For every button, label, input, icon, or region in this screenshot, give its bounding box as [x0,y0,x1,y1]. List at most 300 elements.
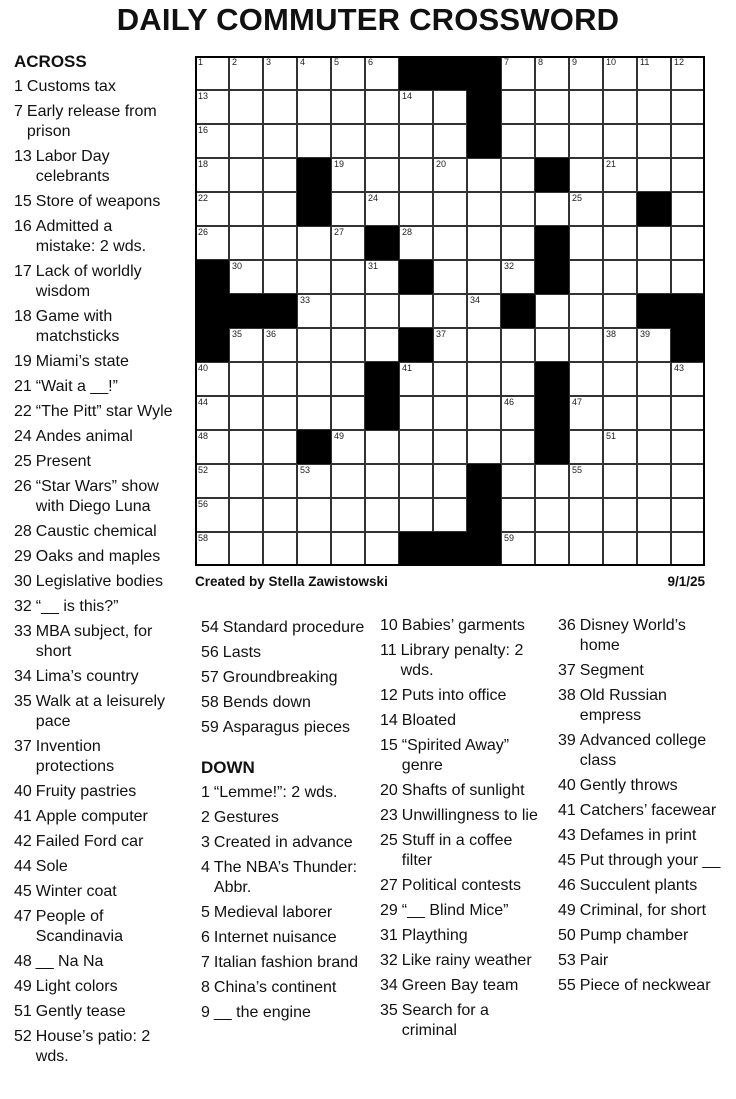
grid-cell[interactable] [501,124,535,158]
grid-cell[interactable] [433,328,467,362]
clue-text: Babies’ garments [401,617,525,634]
grid-cell[interactable] [229,90,263,124]
grid-cell[interactable] [331,396,365,430]
grid-cell[interactable] [229,362,263,396]
clue-item [14,547,174,567]
grid-cell[interactable] [501,396,535,430]
grid-cell[interactable] [535,464,569,498]
clue-text: Piece of neckwear [579,977,711,994]
clue-number: 20 [380,782,398,799]
grid-cell[interactable] [603,56,637,90]
grid-cell[interactable] [263,158,297,192]
grid-cell[interactable] [229,56,263,90]
grid-cell[interactable] [365,56,399,90]
grid-cell[interactable] [671,498,705,532]
clue-number: 46 [558,877,576,894]
grid-cell[interactable] [263,124,297,158]
grid-cell[interactable] [671,260,705,294]
grid-cell[interactable] [365,294,399,328]
grid-cell[interactable] [297,226,331,260]
grid-cell[interactable] [637,430,671,464]
grid-cell[interactable] [671,158,705,192]
grid-cell[interactable] [263,90,297,124]
clue-text: Caustic chemical [35,523,157,540]
grid-cell[interactable] [331,56,365,90]
grid-cell[interactable] [535,124,569,158]
grid-cell[interactable] [637,464,671,498]
grid-cell[interactable] [331,498,365,532]
grid-cell[interactable] [331,124,365,158]
cell-number: 47 [572,397,583,407]
grid-cell[interactable] [399,90,433,124]
grid-cell[interactable] [501,56,535,90]
grid-cell[interactable] [195,192,229,226]
clue-number: 32 [14,598,32,615]
grid-cell[interactable] [467,226,501,260]
grid-cell[interactable] [467,430,501,464]
grid-cell[interactable] [671,192,705,226]
grid-cell[interactable] [229,328,263,362]
grid-cell[interactable] [229,192,263,226]
grid-cell[interactable] [399,226,433,260]
grid-cell[interactable] [365,464,399,498]
grid-block [195,260,229,294]
cell-number: 13 [198,91,209,101]
grid-cell[interactable] [467,396,501,430]
grid-cell[interactable] [297,532,331,566]
grid-cell[interactable] [297,464,331,498]
grid-cell[interactable] [569,430,603,464]
grid-cell[interactable] [195,396,229,430]
grid-cell[interactable] [569,362,603,396]
clue-text: “Wait a __!” [35,378,118,395]
grid-cell[interactable] [365,158,399,192]
clue-text: Plaything [401,927,468,944]
grid-cell[interactable] [569,124,603,158]
clue-number: 27 [380,877,398,894]
grid-cell[interactable] [331,430,365,464]
grid-cell[interactable] [535,532,569,566]
grid-cell[interactable] [331,328,365,362]
grid-cell[interactable] [229,124,263,158]
grid-cell[interactable] [331,362,365,396]
grid-cell[interactable] [637,90,671,124]
grid-cell[interactable] [671,226,705,260]
grid-cell[interactable] [297,362,331,396]
grid-cell[interactable] [229,532,263,566]
grid-cell[interactable] [501,362,535,396]
clue-text: Gestures [213,809,279,826]
grid-cell[interactable] [603,226,637,260]
clue-text: Criminal, for short [579,902,707,919]
grid-cell[interactable] [501,90,535,124]
grid-cell[interactable] [297,328,331,362]
grid-cell[interactable] [501,226,535,260]
grid-cell[interactable] [637,260,671,294]
clue-text: “__ is this?” [35,598,119,615]
clue-item [14,352,174,372]
grid-cell[interactable] [603,90,637,124]
clue-number: 29 [14,548,32,565]
grid-cell[interactable] [297,90,331,124]
grid-cell[interactable] [467,328,501,362]
clue-item [14,622,174,662]
clue-item [14,477,174,517]
grid-cell[interactable] [399,158,433,192]
clue-number: 34 [380,977,398,994]
grid-cell[interactable] [535,498,569,532]
clue-text: Put through your __ [579,852,721,869]
grid-cell[interactable] [195,56,229,90]
grid-cell[interactable] [603,396,637,430]
grid-cell[interactable] [331,158,365,192]
grid-cell[interactable] [637,396,671,430]
grid-cell[interactable] [433,192,467,226]
clue-text: Advanced college class [579,732,707,769]
grid-cell[interactable] [399,464,433,498]
clue-number: 9 [201,1004,210,1021]
grid-cell[interactable] [263,328,297,362]
grid-cell[interactable] [671,532,705,566]
grid-cell[interactable] [569,464,603,498]
clue-number: 58 [201,694,219,711]
grid-cell[interactable] [195,430,229,464]
clue-text: Medieval laborer [213,904,333,921]
clue-item [380,926,540,946]
cell-number: 52 [198,465,209,475]
grid-cell[interactable] [195,362,229,396]
grid-cell[interactable] [229,396,263,430]
grid-cell[interactable] [297,56,331,90]
grid-cell[interactable] [569,56,603,90]
grid-cell[interactable] [263,192,297,226]
grid-cell[interactable] [569,294,603,328]
grid-cell[interactable] [365,328,399,362]
grid-cell[interactable] [399,498,433,532]
grid-cell[interactable] [399,396,433,430]
clue-item [201,928,366,948]
grid-cell[interactable] [263,532,297,566]
cell-number: 22 [198,193,209,203]
grid-cell[interactable] [331,532,365,566]
clue-text: Labor Day celebrants [35,148,110,185]
puzzle-date: 9/1/25 [667,574,705,589]
grid-cell[interactable] [671,396,705,430]
clue-item [558,776,723,796]
grid-cell[interactable] [637,362,671,396]
grid-cell[interactable] [603,532,637,566]
clue-number: 45 [558,852,576,869]
grid-cell[interactable] [603,328,637,362]
grid-cell[interactable] [671,124,705,158]
grid-cell[interactable] [195,90,229,124]
grid-cell[interactable] [569,498,603,532]
puzzle-title: DAILY COMMUTER CROSSWORD [116,2,620,37]
cell-number: 12 [674,57,685,67]
clue-item [14,402,174,422]
clue-number: 3 [201,834,210,851]
grid-cell[interactable] [297,294,331,328]
clue-item [201,693,366,713]
grid-cell[interactable] [433,430,467,464]
grid-cell[interactable] [501,532,535,566]
grid-cell[interactable] [501,192,535,226]
grid-cell[interactable] [603,362,637,396]
grid-cell[interactable] [467,158,501,192]
grid-cell[interactable] [569,158,603,192]
grid-cell[interactable] [467,362,501,396]
clue-number: 21 [14,378,32,395]
grid-block [365,226,399,260]
cell-number: 51 [606,431,617,441]
grid-cell[interactable] [399,362,433,396]
grid-cell[interactable] [399,294,433,328]
clue-item [380,686,540,706]
grid-cell[interactable] [637,158,671,192]
grid-cell[interactable] [399,192,433,226]
cell-number: 59 [504,533,515,543]
down-clue-list-continued-2 [558,616,723,996]
grid-block [467,532,501,566]
grid-cell[interactable] [195,464,229,498]
grid-block [671,328,705,362]
clue-item [558,661,723,681]
clue-text: Legislative bodies [35,573,163,590]
grid-cell[interactable] [433,226,467,260]
grid-cell[interactable] [263,464,297,498]
grid-cell[interactable] [637,124,671,158]
grid-cell[interactable] [637,532,671,566]
clue-number: 49 [558,902,576,919]
grid-block [467,498,501,532]
clue-number: 56 [201,644,219,661]
clue-item [558,731,723,771]
clue-number: 23 [380,807,398,824]
clue-item [380,641,540,681]
clue-text: Old Russian empress [579,687,667,724]
clue-item [14,907,174,947]
grid-cell[interactable] [671,430,705,464]
grid-cell[interactable] [365,90,399,124]
grid-cell[interactable] [603,498,637,532]
cell-number: 11 [640,57,650,67]
cell-number: 21 [606,159,617,169]
grid-cell[interactable] [195,532,229,566]
grid-cell[interactable] [467,294,501,328]
grid-cell[interactable] [433,158,467,192]
grid-block [433,56,467,90]
cell-number: 40 [198,363,209,373]
grid-cell[interactable] [501,328,535,362]
clue-number: 42 [14,833,32,850]
grid-cell[interactable] [535,328,569,362]
clue-item [14,977,174,997]
grid-cell[interactable] [365,260,399,294]
grid-cell[interactable] [603,260,637,294]
clue-text: “The Pitt” star Wyle [35,403,173,420]
grid-cell[interactable] [263,56,297,90]
grid-cell[interactable] [195,124,229,158]
grid-cell[interactable] [637,498,671,532]
grid-cell[interactable] [637,56,671,90]
clue-item [558,901,723,921]
grid-cell[interactable] [263,226,297,260]
grid-cell[interactable] [637,328,671,362]
clue-text: Groundbreaking [222,669,338,686]
grid-cell[interactable] [433,294,467,328]
grid-cell[interactable] [535,56,569,90]
crossword-grid[interactable] [195,56,705,566]
clue-number: 28 [14,523,32,540]
grid-cell[interactable] [671,464,705,498]
clue-text: “Spirited Away” genre [401,737,510,774]
grid-cell[interactable] [603,294,637,328]
clue-text: __ the engine [213,1004,311,1021]
clue-number: 55 [558,977,576,994]
grid-cell[interactable] [229,260,263,294]
clue-text: Winter coat [35,883,117,900]
clue-item [14,192,174,212]
grid-cell[interactable] [433,124,467,158]
grid-block [535,226,569,260]
grid-cell[interactable] [603,158,637,192]
grid-cell[interactable] [501,430,535,464]
grid-block [399,260,433,294]
clue-item [14,1002,174,1022]
grid-cell[interactable] [535,90,569,124]
grid-cell[interactable] [195,498,229,532]
clue-text: People of Scandinavia [35,908,123,945]
cell-number: 36 [266,329,277,339]
grid-cell[interactable] [433,498,467,532]
clue-item [14,307,174,347]
clue-number: 10 [380,617,398,634]
clue-number: 24 [14,428,32,445]
grid-cell[interactable] [603,192,637,226]
cell-number: 16 [198,125,209,135]
grid-cell[interactable] [331,464,365,498]
clue-item [558,951,723,971]
grid-cell[interactable] [569,532,603,566]
grid-cell[interactable] [297,396,331,430]
clue-item [380,831,540,871]
clue-text: Unwillingness to lie [401,807,538,824]
grid-cell[interactable] [399,124,433,158]
clue-text: “__ Blind Mice” [401,902,509,919]
grid-cell[interactable] [263,498,297,532]
grid-cell[interactable] [229,158,263,192]
grid-cell[interactable] [229,464,263,498]
clue-item [14,572,174,592]
cell-number: 28 [402,227,413,237]
grid-cell[interactable] [467,260,501,294]
grid-cell[interactable] [569,328,603,362]
across-header: ACROSS [14,52,87,71]
clue-number: 37 [14,738,32,755]
grid-cell[interactable] [569,90,603,124]
grid-cell[interactable] [569,192,603,226]
grid-cell[interactable] [331,90,365,124]
grid-cell[interactable] [365,192,399,226]
grid-cell[interactable] [433,260,467,294]
clue-number: 39 [558,732,576,749]
cell-number: 1 [198,57,204,67]
grid-cell[interactable] [229,430,263,464]
clue-text: Succulent plants [579,877,698,894]
grid-block [433,532,467,566]
grid-cell[interactable] [399,430,433,464]
grid-cell[interactable] [569,396,603,430]
grid-cell[interactable] [331,192,365,226]
clue-item [380,711,540,731]
grid-cell[interactable] [195,158,229,192]
grid-cell[interactable] [297,260,331,294]
grid-cell[interactable] [433,90,467,124]
clue-text: Lasts [222,644,262,661]
grid-cell[interactable] [297,124,331,158]
clue-item [14,522,174,542]
grid-cell[interactable] [365,430,399,464]
grid-cell[interactable] [365,124,399,158]
grid-cell[interactable] [501,158,535,192]
grid-cell[interactable] [433,362,467,396]
clue-text: Bloated [401,712,457,729]
grid-block [535,158,569,192]
grid-cell[interactable] [433,464,467,498]
grid-cell[interactable] [603,464,637,498]
grid-cell[interactable] [365,532,399,566]
grid-cell[interactable] [501,498,535,532]
clue-item [558,801,723,821]
grid-cell[interactable] [331,294,365,328]
across-clue-list [14,77,174,1067]
grid-cell[interactable] [603,430,637,464]
grid-cell[interactable] [671,90,705,124]
clue-text: Miami’s state [35,353,129,370]
grid-block [637,294,671,328]
grid-cell[interactable] [229,226,263,260]
clue-item [380,736,540,776]
grid-cell[interactable] [331,226,365,260]
grid-cell[interactable] [671,56,705,90]
grid-cell[interactable] [433,396,467,430]
grid-cell[interactable] [331,260,365,294]
grid-cell[interactable] [671,362,705,396]
grid-cell[interactable] [365,498,399,532]
grid-cell[interactable] [263,362,297,396]
clue-text: Sole [35,858,68,875]
grid-cell[interactable] [535,192,569,226]
cell-number: 9 [572,57,578,67]
grid-cell[interactable] [263,430,297,464]
grid-block [297,158,331,192]
grid-cell[interactable] [501,260,535,294]
grid-cell[interactable] [297,498,331,532]
grid-cell[interactable] [569,226,603,260]
grid-cell[interactable] [263,396,297,430]
grid-cell[interactable] [501,464,535,498]
grid-cell[interactable] [637,226,671,260]
grid-cell[interactable] [569,260,603,294]
grid-cell[interactable] [263,260,297,294]
grid-cell[interactable] [229,498,263,532]
grid-cell[interactable] [195,226,229,260]
grid-cell[interactable] [603,124,637,158]
clue-item [558,976,723,996]
grid-cell[interactable] [535,294,569,328]
grid-cell[interactable] [467,192,501,226]
clue-number: 41 [14,808,32,825]
